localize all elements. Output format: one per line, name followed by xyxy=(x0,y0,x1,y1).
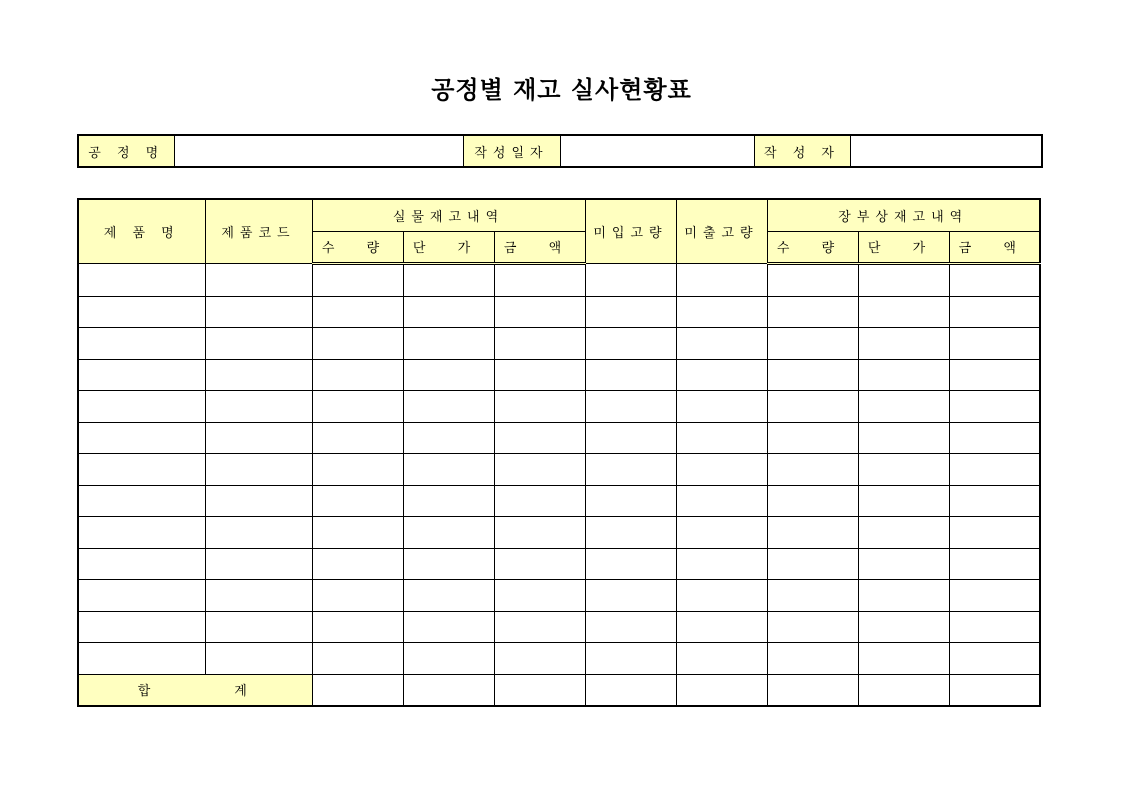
cell-book-unit-price[interactable] xyxy=(858,296,949,328)
cell-not-shipped[interactable] xyxy=(676,548,767,580)
cell-actual-qty[interactable] xyxy=(312,580,403,612)
process-name-field[interactable] xyxy=(174,135,463,167)
cell-product-code[interactable] xyxy=(205,422,312,454)
cell-book-unit-price[interactable] xyxy=(858,643,949,675)
table-row xyxy=(78,548,1040,580)
header-actual-qty: 수 량 xyxy=(312,231,403,264)
total-not-received[interactable] xyxy=(585,674,676,706)
cell-not-shipped[interactable] xyxy=(676,328,767,360)
cell-actual-qty[interactable] xyxy=(312,485,403,517)
cell-book-amount[interactable] xyxy=(949,391,1040,423)
cell-actual-unit-price[interactable] xyxy=(403,611,494,643)
cell-book-qty[interactable] xyxy=(767,359,858,391)
cell-actual-unit-price[interactable] xyxy=(403,580,494,612)
cell-actual-qty[interactable] xyxy=(312,611,403,643)
cell-book-unit-price[interactable] xyxy=(858,548,949,580)
table-row xyxy=(78,517,1040,549)
cell-actual-unit-price[interactable] xyxy=(403,517,494,549)
cell-book-unit-price[interactable] xyxy=(858,485,949,517)
cell-not-shipped[interactable] xyxy=(676,454,767,486)
total-actual-amount[interactable] xyxy=(494,674,585,706)
table-row xyxy=(78,454,1040,486)
table-row xyxy=(78,611,1040,643)
cell-product-name[interactable] xyxy=(78,643,205,675)
cell-book-amount[interactable] xyxy=(949,643,1040,675)
cell-product-code[interactable] xyxy=(205,611,312,643)
cell-book-amount[interactable] xyxy=(949,611,1040,643)
cell-book-amount[interactable] xyxy=(949,359,1040,391)
cell-book-unit-price[interactable] xyxy=(858,391,949,423)
cell-book-amount[interactable] xyxy=(949,517,1040,549)
cell-book-amount[interactable] xyxy=(949,454,1040,486)
cell-not-received[interactable] xyxy=(585,328,676,360)
cell-actual-unit-price[interactable] xyxy=(403,264,494,297)
cell-book-amount[interactable] xyxy=(949,485,1040,517)
cell-book-qty[interactable] xyxy=(767,391,858,423)
cell-product-code[interactable] xyxy=(205,580,312,612)
cell-not-received[interactable] xyxy=(585,580,676,612)
total-actual-qty[interactable] xyxy=(312,674,403,706)
cell-book-amount[interactable] xyxy=(949,296,1040,328)
cell-actual-qty[interactable] xyxy=(312,517,403,549)
cell-book-unit-price[interactable] xyxy=(858,611,949,643)
cell-not-shipped[interactable] xyxy=(676,485,767,517)
cell-actual-unit-price[interactable] xyxy=(403,296,494,328)
date-field[interactable] xyxy=(560,135,754,167)
cell-actual-qty[interactable] xyxy=(312,328,403,360)
cell-not-received[interactable] xyxy=(585,517,676,549)
cell-actual-amount[interactable] xyxy=(494,391,585,423)
cell-not-received[interactable] xyxy=(585,264,676,297)
cell-book-qty[interactable] xyxy=(767,328,858,360)
cell-product-name[interactable] xyxy=(78,264,205,297)
cell-product-code[interactable] xyxy=(205,328,312,360)
header-book-amount: 금 액 xyxy=(949,231,1040,264)
cell-not-shipped[interactable] xyxy=(676,391,767,423)
cell-book-qty[interactable] xyxy=(767,264,858,297)
cell-actual-qty[interactable] xyxy=(312,422,403,454)
cell-not-received[interactable] xyxy=(585,485,676,517)
table-row xyxy=(78,328,1040,360)
cell-actual-unit-price[interactable] xyxy=(403,359,494,391)
total-book-amount[interactable] xyxy=(949,674,1040,706)
cell-product-name[interactable] xyxy=(78,328,205,360)
cell-actual-qty[interactable] xyxy=(312,454,403,486)
cell-product-code[interactable] xyxy=(205,264,312,297)
info-table xyxy=(77,134,1043,168)
cell-not-received[interactable] xyxy=(585,391,676,423)
cell-actual-amount[interactable] xyxy=(494,296,585,328)
cell-actual-amount[interactable] xyxy=(494,422,585,454)
page-title: 공정별 재고 실사현황표 xyxy=(431,76,692,104)
table-row xyxy=(78,422,1040,454)
cell-actual-unit-price[interactable] xyxy=(403,422,494,454)
cell-book-unit-price[interactable] xyxy=(858,422,949,454)
cell-product-name[interactable] xyxy=(78,580,205,612)
cell-book-qty[interactable] xyxy=(767,454,858,486)
table-row xyxy=(78,580,1040,612)
total-label-right: 계 xyxy=(234,684,253,700)
cell-actual-amount[interactable] xyxy=(494,548,585,580)
cell-not-shipped[interactable] xyxy=(676,264,767,297)
cell-book-unit-price[interactable] xyxy=(858,517,949,549)
cell-not-received[interactable] xyxy=(585,422,676,454)
cell-product-name[interactable] xyxy=(78,485,205,517)
cell-not-received[interactable] xyxy=(585,548,676,580)
cell-product-name[interactable] xyxy=(78,391,205,423)
cell-actual-unit-price[interactable] xyxy=(403,548,494,580)
cell-actual-amount[interactable] xyxy=(494,485,585,517)
total-book-unit-price[interactable] xyxy=(858,674,949,706)
cell-not-shipped[interactable] xyxy=(676,422,767,454)
table-row xyxy=(78,296,1040,328)
table-body xyxy=(78,264,1040,675)
cell-not-received[interactable] xyxy=(585,611,676,643)
header-book-stock: 장부상재고내역 xyxy=(767,199,1040,231)
cell-product-code[interactable] xyxy=(205,296,312,328)
cell-not-shipped[interactable] xyxy=(676,517,767,549)
total-not-shipped[interactable] xyxy=(676,674,767,706)
cell-actual-amount[interactable] xyxy=(494,359,585,391)
cell-actual-unit-price[interactable] xyxy=(403,454,494,486)
cell-product-code[interactable] xyxy=(205,517,312,549)
cell-product-name[interactable] xyxy=(78,548,205,580)
header-not-shipped: 미출고량 xyxy=(676,199,767,264)
total-actual-unit-price[interactable] xyxy=(403,674,494,706)
cell-product-code[interactable] xyxy=(205,485,312,517)
cell-product-name[interactable] xyxy=(78,517,205,549)
cell-book-amount[interactable] xyxy=(949,264,1040,297)
cell-product-code[interactable] xyxy=(205,643,312,675)
cell-actual-qty[interactable] xyxy=(312,264,403,297)
cell-actual-amount[interactable] xyxy=(494,643,585,675)
cell-book-amount[interactable] xyxy=(949,548,1040,580)
header-actual-unit-price: 단 가 xyxy=(403,231,494,264)
cell-actual-qty[interactable] xyxy=(312,359,403,391)
cell-not-shipped[interactable] xyxy=(676,296,767,328)
cell-product-code[interactable] xyxy=(205,548,312,580)
total-book-qty[interactable] xyxy=(767,674,858,706)
cell-product-name[interactable] xyxy=(78,422,205,454)
cell-book-unit-price[interactable] xyxy=(858,264,949,297)
cell-product-name[interactable] xyxy=(78,611,205,643)
header-product-code: 제품코드 xyxy=(205,199,312,264)
total-label-left: 합 xyxy=(137,684,157,700)
cell-book-qty[interactable] xyxy=(767,422,858,454)
cell-product-code[interactable] xyxy=(205,391,312,423)
cell-book-qty[interactable] xyxy=(767,611,858,643)
header-book-unit-price: 단 가 xyxy=(858,231,949,264)
cell-product-code[interactable] xyxy=(205,454,312,486)
cell-product-name[interactable] xyxy=(78,296,205,328)
cell-book-qty[interactable] xyxy=(767,548,858,580)
cell-not-shipped[interactable] xyxy=(676,359,767,391)
cell-actual-qty[interactable] xyxy=(312,296,403,328)
cell-product-name[interactable] xyxy=(78,359,205,391)
cell-not-shipped[interactable] xyxy=(676,580,767,612)
cell-not-shipped[interactable] xyxy=(676,643,767,675)
header-not-received: 미입고량 xyxy=(585,199,676,264)
table-row xyxy=(78,264,1040,297)
cell-actual-amount[interactable] xyxy=(494,580,585,612)
author-field[interactable] xyxy=(850,135,1042,167)
cell-product-code[interactable] xyxy=(205,359,312,391)
date-label: 작성일자 xyxy=(463,135,560,167)
cell-book-amount[interactable] xyxy=(949,580,1040,612)
cell-not-received[interactable] xyxy=(585,643,676,675)
total-label xyxy=(78,674,312,706)
inventory-table xyxy=(77,198,1041,707)
table-row xyxy=(78,485,1040,517)
cell-book-qty[interactable] xyxy=(767,296,858,328)
cell-book-unit-price[interactable] xyxy=(858,328,949,360)
cell-book-qty[interactable] xyxy=(767,485,858,517)
cell-not-received[interactable] xyxy=(585,359,676,391)
header-actual-stock: 실물재고내역 xyxy=(312,199,585,231)
cell-book-unit-price[interactable] xyxy=(858,454,949,486)
cell-book-qty[interactable] xyxy=(767,517,858,549)
header-actual-amount: 금 액 xyxy=(494,231,585,264)
cell-actual-amount[interactable] xyxy=(494,611,585,643)
cell-actual-amount[interactable] xyxy=(494,517,585,549)
cell-actual-amount[interactable] xyxy=(494,264,585,297)
header-product-name: 제 품 명 xyxy=(78,199,205,264)
cell-actual-qty[interactable] xyxy=(312,643,403,675)
cell-not-received[interactable] xyxy=(585,454,676,486)
cell-actual-unit-price[interactable] xyxy=(403,391,494,423)
cell-actual-amount[interactable] xyxy=(494,328,585,360)
cell-actual-unit-price[interactable] xyxy=(403,485,494,517)
cell-actual-amount[interactable] xyxy=(494,454,585,486)
cell-actual-unit-price[interactable] xyxy=(403,643,494,675)
header-book-qty: 수 량 xyxy=(767,231,858,264)
cell-book-unit-price[interactable] xyxy=(858,580,949,612)
author-label: 작 성 자 xyxy=(754,135,850,167)
cell-not-shipped[interactable] xyxy=(676,611,767,643)
table-row xyxy=(78,359,1040,391)
cell-book-qty[interactable] xyxy=(767,643,858,675)
cell-book-unit-price[interactable] xyxy=(858,359,949,391)
table-row xyxy=(78,643,1040,675)
cell-book-amount[interactable] xyxy=(949,422,1040,454)
cell-actual-unit-price[interactable] xyxy=(403,328,494,360)
cell-actual-qty[interactable] xyxy=(312,548,403,580)
cell-book-qty[interactable] xyxy=(767,580,858,612)
cell-actual-qty[interactable] xyxy=(312,391,403,423)
cell-product-name[interactable] xyxy=(78,454,205,486)
cell-not-received[interactable] xyxy=(585,296,676,328)
table-row xyxy=(78,391,1040,423)
cell-book-amount[interactable] xyxy=(949,328,1040,360)
process-name-label: 공 정 명 xyxy=(78,135,174,167)
